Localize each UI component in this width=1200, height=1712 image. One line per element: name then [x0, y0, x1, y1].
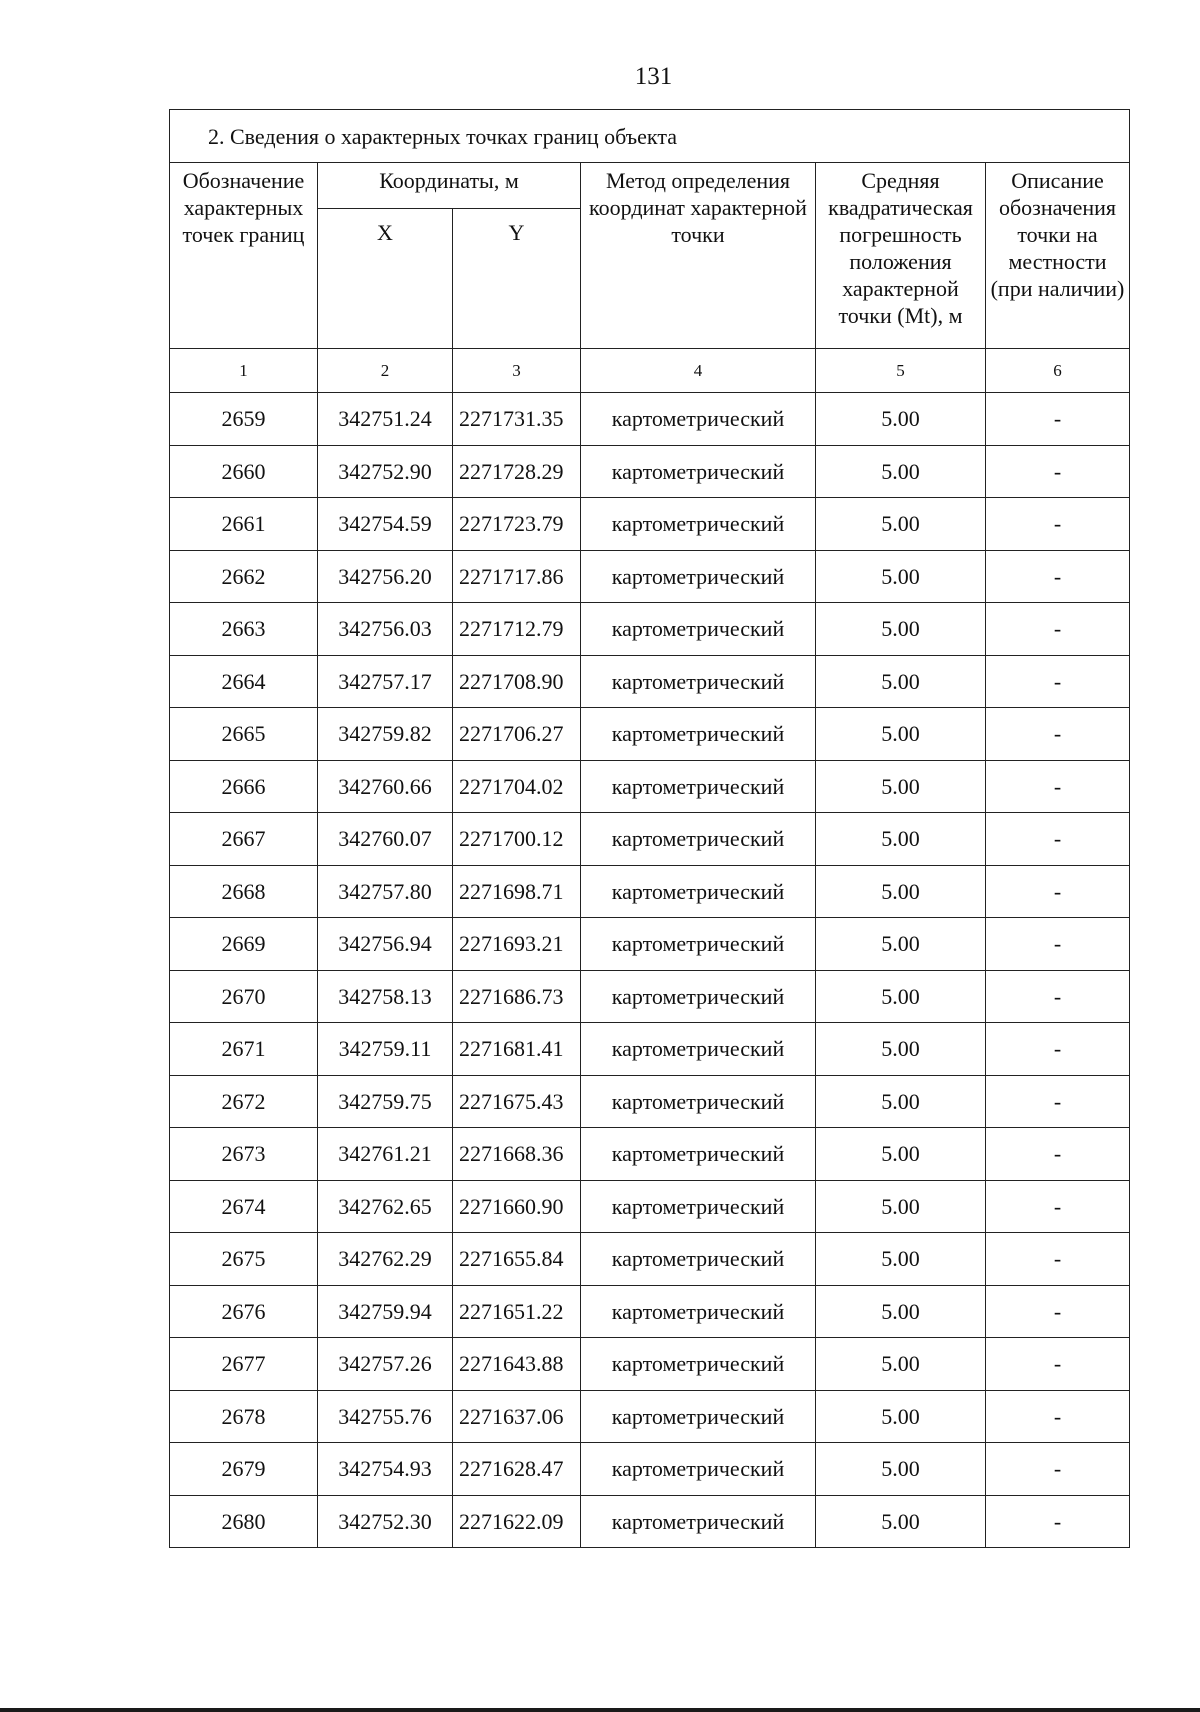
section-title-row — [170, 110, 1130, 163]
error-cell: 5.00 — [816, 1495, 986, 1548]
y-coordinate-cell: 2271700.12 — [453, 813, 581, 866]
point-cell: 2670 — [170, 970, 318, 1023]
section-title: 2. Сведения о характерных точках границ объекта — [170, 110, 1130, 163]
description-cell: - — [986, 1390, 1130, 1443]
method-cell: картометрический — [581, 655, 816, 708]
error-cell: 5.00 — [816, 1128, 986, 1181]
method-cell: картометрический — [581, 1233, 816, 1286]
method-cell: картометрический — [581, 1443, 816, 1496]
method-cell: картометрический — [581, 603, 816, 656]
table-row — [170, 1075, 1130, 1128]
point-cell: 2675 — [170, 1233, 318, 1286]
column-number: 6 — [986, 349, 1130, 393]
table-row — [170, 1338, 1130, 1391]
y-coordinate-cell: 2271717.86 — [453, 550, 581, 603]
x-coordinate-cell: 342752.30 — [318, 1495, 453, 1548]
header-x: X — [318, 209, 453, 349]
point-cell: 2671 — [170, 1023, 318, 1076]
y-coordinate-cell: 2271686.73 — [453, 970, 581, 1023]
point-cell: 2661 — [170, 498, 318, 551]
error-cell: 5.00 — [816, 550, 986, 603]
description-cell: - — [986, 1338, 1130, 1391]
description-cell: - — [986, 1023, 1130, 1076]
method-cell: картометрический — [581, 498, 816, 551]
x-coordinate-cell: 342757.26 — [318, 1338, 453, 1391]
method-cell: картометрический — [581, 393, 816, 446]
x-coordinate-cell: 342755.76 — [318, 1390, 453, 1443]
y-coordinate-cell: 2271712.79 — [453, 603, 581, 656]
header-row-1 — [170, 163, 1130, 209]
point-cell: 2660 — [170, 445, 318, 498]
method-cell: картометрический — [581, 970, 816, 1023]
x-coordinate-cell: 342760.66 — [318, 760, 453, 813]
description-cell: - — [986, 813, 1130, 866]
method-cell: картометрический — [581, 1075, 816, 1128]
error-cell: 5.00 — [816, 1075, 986, 1128]
y-coordinate-cell: 2271675.43 — [453, 1075, 581, 1128]
point-cell: 2674 — [170, 1180, 318, 1233]
x-coordinate-cell: 342762.65 — [318, 1180, 453, 1233]
boundary-points-table — [169, 109, 1130, 1548]
description-cell: - — [986, 708, 1130, 761]
description-cell: - — [986, 1443, 1130, 1496]
x-coordinate-cell: 342758.13 — [318, 970, 453, 1023]
table-row — [170, 1023, 1130, 1076]
error-cell: 5.00 — [816, 1023, 986, 1076]
point-cell: 2664 — [170, 655, 318, 708]
x-coordinate-cell: 342759.94 — [318, 1285, 453, 1338]
table-row — [170, 1285, 1130, 1338]
column-number: 5 — [816, 349, 986, 393]
x-coordinate-cell: 342754.59 — [318, 498, 453, 551]
y-coordinate-cell: 2271651.22 — [453, 1285, 581, 1338]
table-row — [170, 393, 1130, 446]
y-coordinate-cell: 2271706.27 — [453, 708, 581, 761]
description-cell: - — [986, 1180, 1130, 1233]
y-coordinate-cell: 2271655.84 — [453, 1233, 581, 1286]
table-row — [170, 865, 1130, 918]
description-cell: - — [986, 1128, 1130, 1181]
error-cell: 5.00 — [816, 1390, 986, 1443]
point-cell: 2663 — [170, 603, 318, 656]
error-cell: 5.00 — [816, 970, 986, 1023]
error-cell: 5.00 — [816, 1338, 986, 1391]
x-coordinate-cell: 342759.11 — [318, 1023, 453, 1076]
y-coordinate-cell: 2271723.79 — [453, 498, 581, 551]
error-cell: 5.00 — [816, 1233, 986, 1286]
y-coordinate-cell: 2271628.47 — [453, 1443, 581, 1496]
y-coordinate-cell: 2271622.09 — [453, 1495, 581, 1548]
x-coordinate-cell: 342759.75 — [318, 1075, 453, 1128]
method-cell: картометрический — [581, 1390, 816, 1443]
x-coordinate-cell: 342757.17 — [318, 655, 453, 708]
point-cell: 2662 — [170, 550, 318, 603]
point-cell: 2676 — [170, 1285, 318, 1338]
point-cell: 2672 — [170, 1075, 318, 1128]
y-coordinate-cell: 2271668.36 — [453, 1128, 581, 1181]
description-cell: - — [986, 1285, 1130, 1338]
description-cell: - — [986, 1233, 1130, 1286]
point-cell: 2679 — [170, 1443, 318, 1496]
column-numbers-row — [170, 349, 1130, 393]
table-row — [170, 1128, 1130, 1181]
method-cell: картометрический — [581, 813, 816, 866]
x-coordinate-cell: 342752.90 — [318, 445, 453, 498]
description-cell: - — [986, 760, 1130, 813]
column-number: 2 — [318, 349, 453, 393]
error-cell: 5.00 — [816, 498, 986, 551]
x-coordinate-cell: 342762.29 — [318, 1233, 453, 1286]
description-cell: - — [986, 918, 1130, 971]
description-cell: - — [986, 498, 1130, 551]
table-row — [170, 498, 1130, 551]
error-cell: 5.00 — [816, 813, 986, 866]
point-cell: 2659 — [170, 393, 318, 446]
table-row — [170, 1390, 1130, 1443]
description-cell: - — [986, 603, 1130, 656]
error-cell: 5.00 — [816, 1180, 986, 1233]
y-coordinate-cell: 2271698.71 — [453, 865, 581, 918]
point-cell: 2678 — [170, 1390, 318, 1443]
scan-bottom-edge — [0, 1708, 1200, 1712]
y-coordinate-cell: 2271728.29 — [453, 445, 581, 498]
x-coordinate-cell: 342760.07 — [318, 813, 453, 866]
point-cell: 2677 — [170, 1338, 318, 1391]
y-coordinate-cell: 2271637.06 — [453, 1390, 581, 1443]
table-row — [170, 550, 1130, 603]
table-row — [170, 708, 1130, 761]
error-cell: 5.00 — [816, 445, 986, 498]
column-number: 1 — [170, 349, 318, 393]
table-row — [170, 603, 1130, 656]
x-coordinate-cell: 342757.80 — [318, 865, 453, 918]
y-coordinate-cell: 2271704.02 — [453, 760, 581, 813]
error-cell: 5.00 — [816, 1443, 986, 1496]
method-cell: картометрический — [581, 918, 816, 971]
method-cell: картометрический — [581, 1023, 816, 1076]
table-row — [170, 970, 1130, 1023]
table-row — [170, 813, 1130, 866]
x-coordinate-cell: 342751.24 — [318, 393, 453, 446]
page-number: 131 — [634, 63, 673, 90]
error-cell: 5.00 — [816, 865, 986, 918]
header-description: Описание обозначения точки на местности (при наличии) — [986, 163, 1130, 349]
table-row — [170, 918, 1130, 971]
x-coordinate-cell: 342756.94 — [318, 918, 453, 971]
description-cell: - — [986, 970, 1130, 1023]
description-cell: - — [986, 445, 1130, 498]
point-cell: 2669 — [170, 918, 318, 971]
method-cell: картометрический — [581, 1338, 816, 1391]
point-cell: 2666 — [170, 760, 318, 813]
method-cell: картометрический — [581, 445, 816, 498]
x-coordinate-cell: 342756.03 — [318, 603, 453, 656]
method-cell: картометрический — [581, 1285, 816, 1338]
header-y: Y — [453, 209, 581, 349]
method-cell: картометрический — [581, 760, 816, 813]
error-cell: 5.00 — [816, 1285, 986, 1338]
y-coordinate-cell: 2271693.21 — [453, 918, 581, 971]
point-cell: 2668 — [170, 865, 318, 918]
x-coordinate-cell: 342756.20 — [318, 550, 453, 603]
y-coordinate-cell: 2271643.88 — [453, 1338, 581, 1391]
y-coordinate-cell: 2271731.35 — [453, 393, 581, 446]
header-error: Средняя квадратическая погрешность положения характерной точки (Mt), м — [816, 163, 986, 349]
header-point: Обозначение характерных точек границ — [170, 163, 318, 349]
method-cell: картометрический — [581, 1495, 816, 1548]
table-row — [170, 1180, 1130, 1233]
description-cell: - — [986, 393, 1130, 446]
table-row — [170, 1233, 1130, 1286]
error-cell: 5.00 — [816, 760, 986, 813]
table-row — [170, 760, 1130, 813]
point-cell: 2665 — [170, 708, 318, 761]
method-cell: картометрический — [581, 550, 816, 603]
description-cell: - — [986, 550, 1130, 603]
method-cell: картометрический — [581, 865, 816, 918]
point-cell: 2667 — [170, 813, 318, 866]
column-number: 4 — [581, 349, 816, 393]
error-cell: 5.00 — [816, 655, 986, 708]
method-cell: картометрический — [581, 708, 816, 761]
x-coordinate-cell: 342759.82 — [318, 708, 453, 761]
error-cell: 5.00 — [816, 918, 986, 971]
table-row — [170, 1443, 1130, 1496]
method-cell: картометрический — [581, 1128, 816, 1181]
error-cell: 5.00 — [816, 393, 986, 446]
point-cell: 2680 — [170, 1495, 318, 1548]
column-number: 3 — [453, 349, 581, 393]
table-row — [170, 1495, 1130, 1548]
header-method: Метод определения координат характерной точки — [581, 163, 816, 349]
description-cell: - — [986, 1075, 1130, 1128]
method-cell: картометрический — [581, 1180, 816, 1233]
point-cell: 2673 — [170, 1128, 318, 1181]
table-row — [170, 655, 1130, 708]
y-coordinate-cell: 2271660.90 — [453, 1180, 581, 1233]
x-coordinate-cell: 342761.21 — [318, 1128, 453, 1181]
description-cell: - — [986, 865, 1130, 918]
table-row — [170, 445, 1130, 498]
x-coordinate-cell: 342754.93 — [318, 1443, 453, 1496]
error-cell: 5.00 — [816, 708, 986, 761]
description-cell: - — [986, 655, 1130, 708]
y-coordinate-cell: 2271708.90 — [453, 655, 581, 708]
error-cell: 5.00 — [816, 603, 986, 656]
description-cell: - — [986, 1495, 1130, 1548]
header-coordinates: Координаты, м — [318, 163, 581, 209]
y-coordinate-cell: 2271681.41 — [453, 1023, 581, 1076]
